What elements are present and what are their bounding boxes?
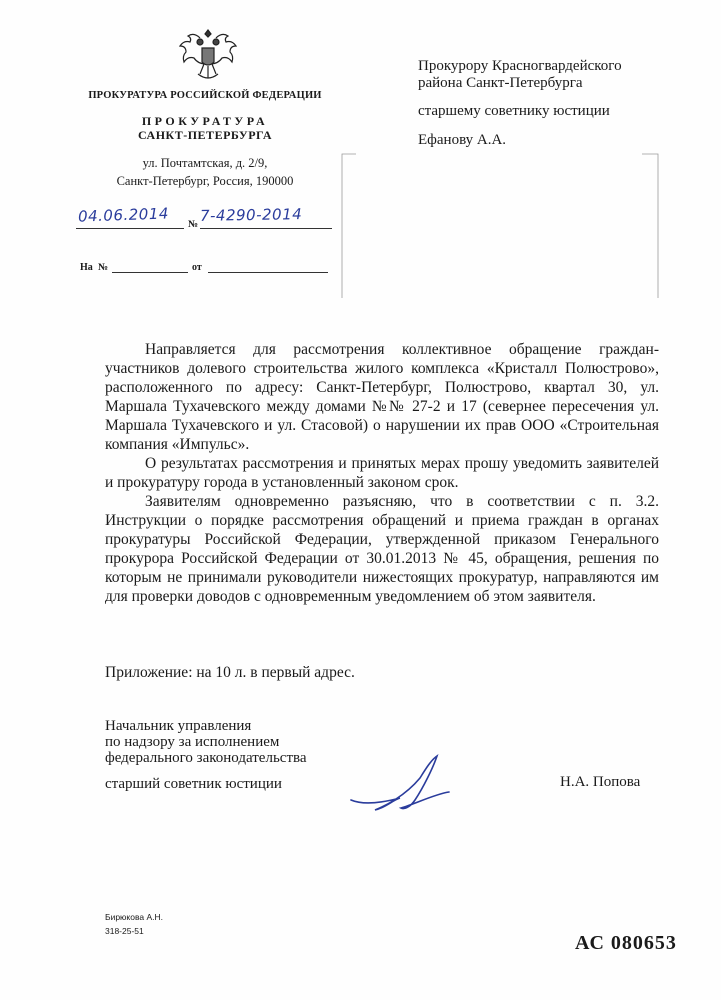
coat-of-arms-emblem — [178, 24, 238, 86]
body-paragraph-1: Направляется для рассмотрения коллективное обращение граждан-участников долевого строительства жилого комплекса «Кристалл Полюстрово», расположенного по адресу: Санкт-Петербург, Полюстрово, квартал 30, ул. Маршала Тухачевского между домами №№ 27-2 и 17 (севернее пересечения ул. Маршала Тухачевского и ул. Стасовой) о нарушении их прав ООО «Строительная компания «Импульс». — [105, 341, 659, 453]
executor-phone: 318-25-51 — [105, 926, 144, 936]
recipient-name: Ефанову А.А. — [418, 132, 507, 148]
address-window-corner-top-right — [640, 150, 660, 300]
address-window-corner-top-left — [340, 150, 360, 300]
organization-name: ПРОКУРАТУРА РОССИЙСКОЙ ФЕДЕРАЦИИ — [88, 90, 322, 101]
signatory-name: Н.А. Попова — [560, 774, 641, 790]
attachment-note: Приложение: на 10 л. в первый адрес. — [105, 664, 355, 681]
letter-body — [105, 340, 659, 606]
organization-subtitle-2: САНКТ-ПЕТЕРБУРГА — [137, 128, 273, 142]
executor-name: Бирюкова А.Н. — [105, 912, 164, 922]
handwritten-signature — [345, 748, 455, 818]
registration-number-line — [200, 228, 332, 229]
signatory-title-line-3: федерального законодательства — [105, 750, 307, 766]
signatory-title-line-2: по надзору за исполнением — [105, 734, 280, 750]
reply-to-date-line — [208, 272, 328, 273]
document-serial-number: АС 080653 — [575, 932, 677, 954]
registration-date: 04.06.2014 — [77, 204, 170, 226]
reply-to-date-label: от — [192, 262, 202, 273]
organization-address-line-1: ул. Почтамтская, д. 2/9, — [142, 156, 268, 170]
body-paragraph-2: О результатах рассмотрения и принятых мерах прошу уведомить заявителей и прокуратуру города в установленный законом срок. — [105, 455, 659, 491]
registration-number: 7-4290-2014 — [199, 205, 303, 225]
recipient-line-1: Прокурору Красногвардейского — [418, 58, 622, 74]
body-paragraph-3: Заявителям одновременно разъясняю, что в соответствии с п. 3.2. Инструкции о порядке рассмотрения обращений и приема граждан в органах прокуратуры Российской Федерации, утвержденной приказом Генерального прокурора Российской Федерации от 30.01.2013 № 45, обращения, решения по которым не принимали руководители нижестоящих прокуратур, направляются им для проверки доводов с одновременным уведомлением об этом заявителя. — [105, 493, 659, 605]
recipient-line-2: района Санкт-Петербурга — [418, 75, 583, 91]
signatory-title-line-1: Начальник управления — [105, 718, 252, 734]
registration-number-label: № — [188, 219, 199, 230]
reply-to-label: На — [80, 262, 93, 273]
organization-address-line-2: Санкт-Петербург, Россия, 190000 — [116, 174, 294, 188]
signatory-rank: старший советник юстиции — [105, 776, 282, 792]
reply-to-number-label: № — [98, 262, 109, 273]
organization-subtitle-1: ПРОКУРАТУРА — [141, 114, 269, 128]
registration-date-line — [76, 228, 184, 229]
recipient-line-3: старшему советнику юстиции — [418, 103, 610, 119]
reply-to-number-line — [112, 272, 188, 273]
